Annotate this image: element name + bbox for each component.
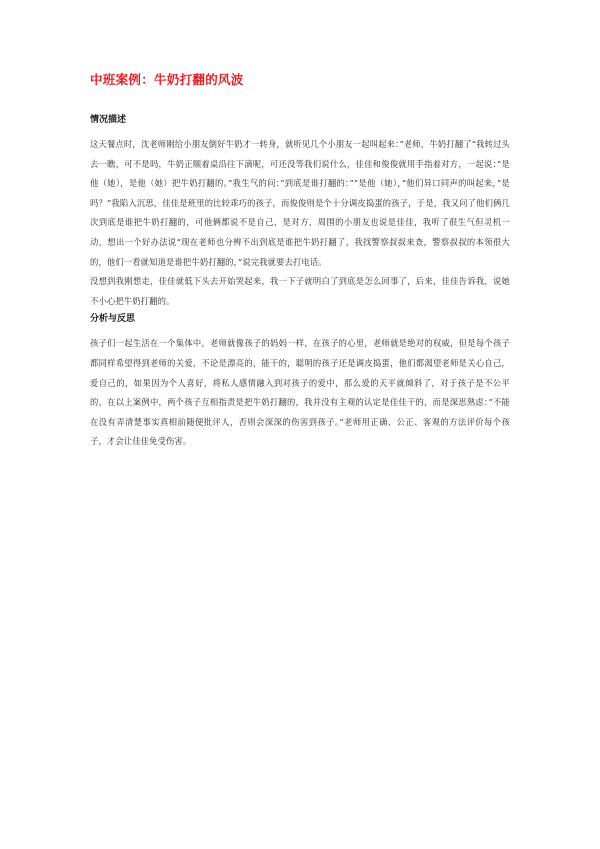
section-heading-situation: 情况描述 <box>90 115 127 125</box>
paragraph-analysis-1: 孩子们一起生活在一个集体中，老师就像孩子的妈妈一样，在孩子的心里，老师就是绝对的权威，但是每个孩子都同样希望得到老师的关爱，不论是漂亮的，能干的，聪明的孩子还是调皮捣蛋，他们都渴望老师是关心自己，爱自己的，如果因为个人喜好，将私人感情融入到对孩子的爱中，那么爱的天平就倾斜了，对于孩子是不公平的，在以上案例中，两个孩子互相指责是把牛奶打翻的，我并没有主观的认定是佳佳干的，而是深思熟虑：”不能在没有弄清楚事实真相前随便批评人，否则会深深的伤害到孩子。”老师用正确、公正、客观的方法评价每个孩子，才会让佳佳免受伤害。 <box>90 338 510 447</box>
paragraph-situation-1: 这天餐点时，沈老师刚给小朋友倒好牛奶才一转身，就听见几个小朋友一起叫起来：”老师，牛奶打翻了“我转过头去一瞧，可不是吗，牛奶正顺着桌沿往下滴呢，可还没等我们说什么，佳佳和俊俊就用手指着对方，一起说：”是他（她），是他（她）把牛奶打翻的。”我生气的问：”到底是谁打翻的：””是他（她），”他们异口同声的叫起来，”是吗？”我陷入沉思，佳佳是班里的比较乖巧的孩子，而俊俊则是个十分调皮捣蛋的孩子，于是，我又问了他们俩几次到底是谁把牛奶打翻的，可他俩都说不是自己，是对方，周围的小朋友也说是佳佳，我听了很生气但灵机一动，想出一个好办法说“现在老师也分辨不出到底是谁把牛奶打翻了，我找警察叔叔来查，警察叔叔的本领很大的，他们一看就知道是谁把牛奶打翻的，”说完我就要去打电话。 <box>90 139 510 267</box>
document-page <box>90 72 510 452</box>
section-heading-analysis: 分析与反思 <box>90 314 136 325</box>
document-title: 中班案例：牛奶打翻的风波 <box>90 72 244 87</box>
section-analysis <box>90 313 510 452</box>
section-situation <box>90 114 510 311</box>
paragraph-situation-2: 没想到我刚想走，佳佳就低下头去开始哭起来，我一下子就明白了到底是怎么回事了，后来，佳佳告诉我，说她不小心把牛奶打翻的。 <box>90 276 510 306</box>
